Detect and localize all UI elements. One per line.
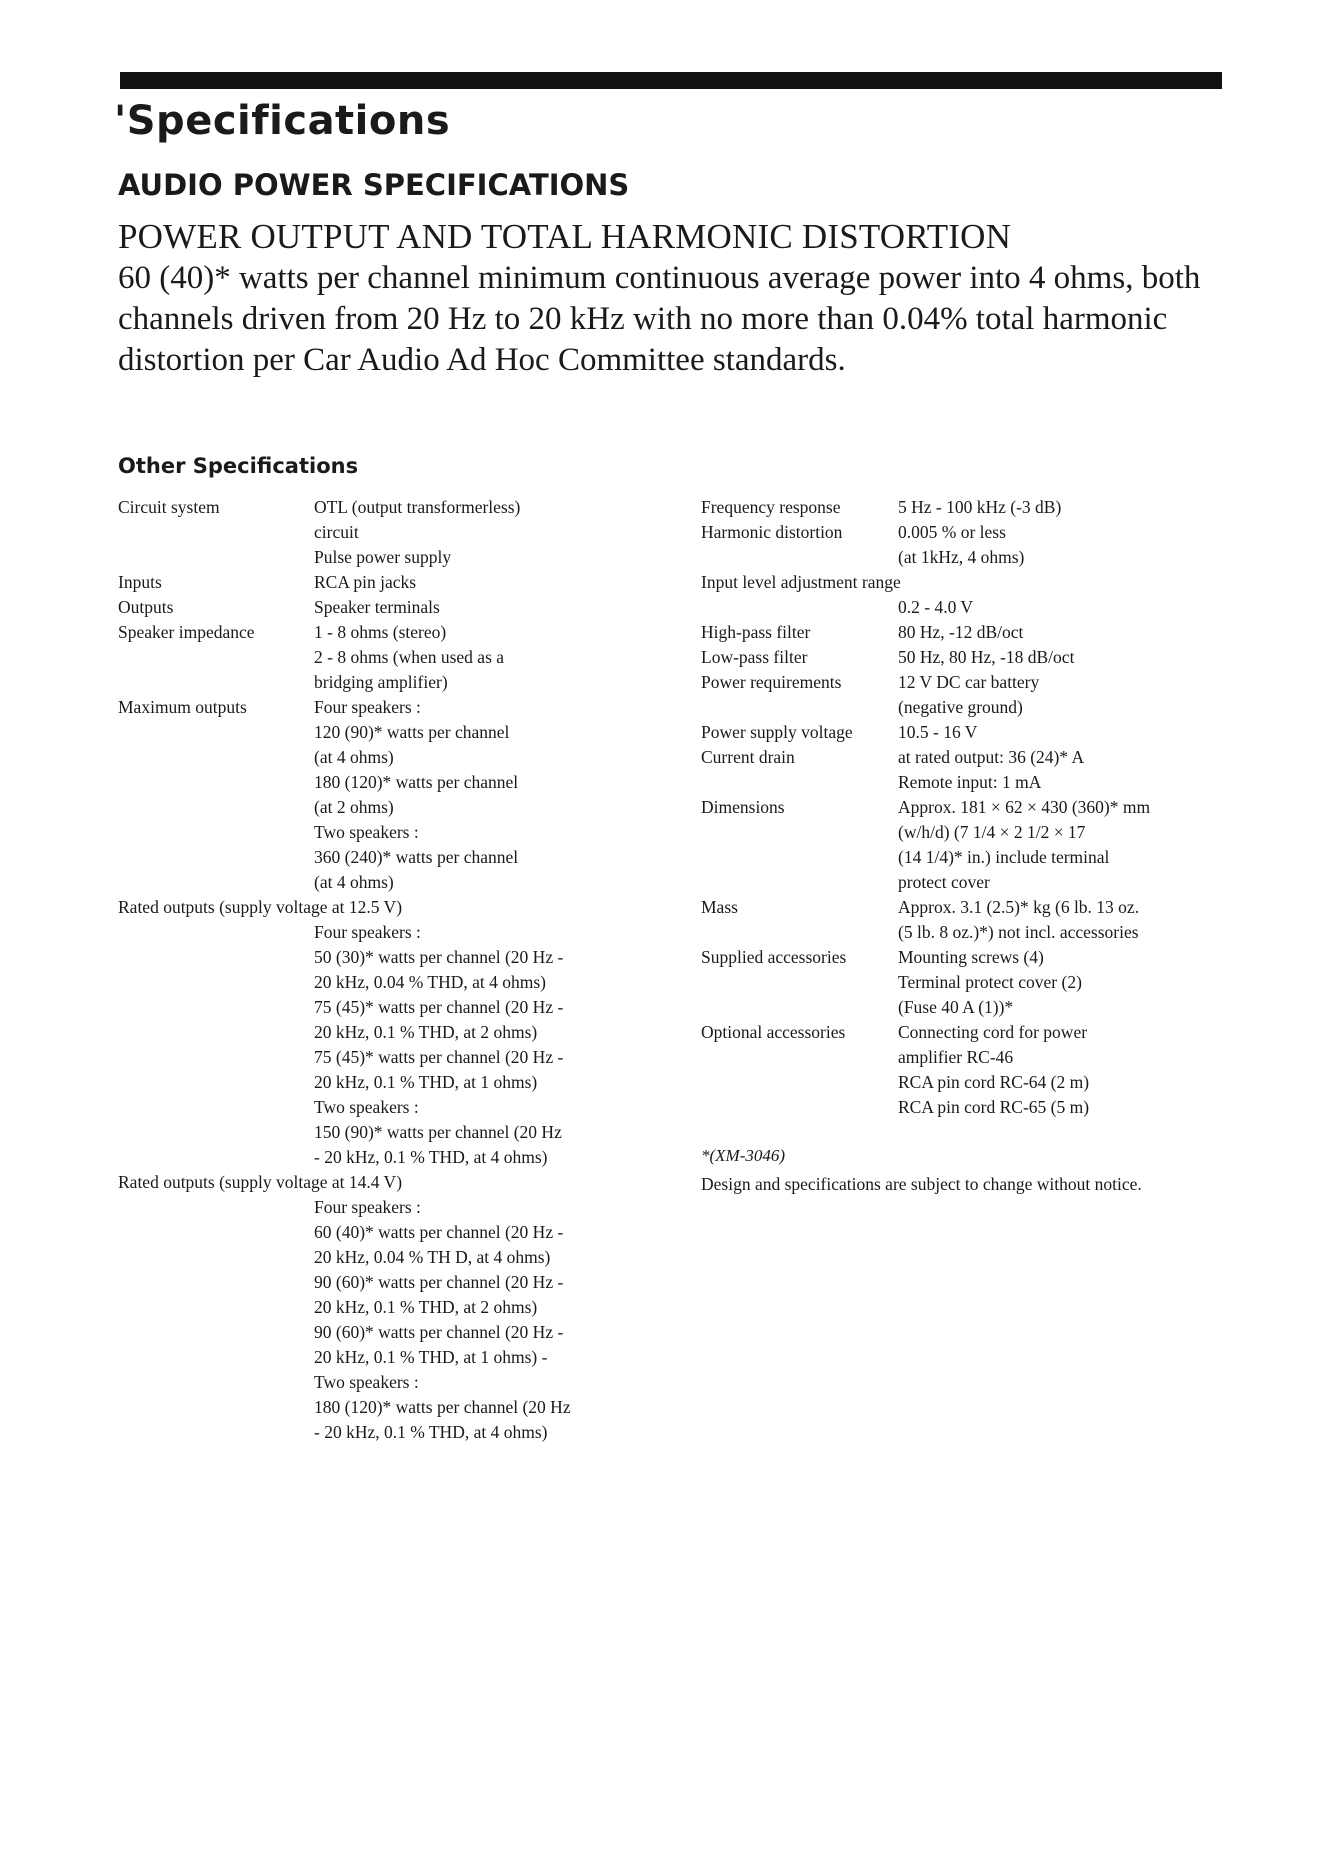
spec-value: protect cover: [898, 872, 990, 892]
spec-values: [314, 595, 571, 620]
spec-row: [701, 645, 1150, 670]
spec-value: bridging amplifier): [314, 672, 448, 692]
spec-label: Power requirements: [701, 672, 842, 692]
spec-row: [118, 495, 571, 570]
spec-value: 90 (60)* watts per channel (20 Hz -: [314, 1322, 564, 1342]
spec-label: Frequency response: [701, 497, 841, 517]
spec-value: 120 (90)* watts per channel: [314, 722, 510, 742]
spec-row: [701, 945, 1150, 1020]
spec-value: 180 (120)* watts per channel: [314, 772, 519, 792]
spec-value: Approx. 3.1 (2.5)* kg (6 lb. 13 oz.: [898, 897, 1140, 917]
spec-row: [701, 620, 1150, 645]
spec-value: (w/h/d) (7 1/4 × 2 1/2 × 17: [898, 822, 1086, 842]
spec-value: Approx. 181 × 62 × 430 (360)* mm: [898, 797, 1151, 817]
spec-values: [314, 1195, 571, 1445]
spec-value: 20 kHz, 0.1 % THD, at 1 ohms): [314, 1072, 538, 1092]
spec-value: 20 kHz, 0.1 % THD, at 2 ohms): [314, 1022, 538, 1042]
spec-values: [898, 670, 1150, 720]
spec-label: High-pass filter: [701, 622, 811, 642]
spec-value: (5 lb. 8 oz.)*) not incl. accessories: [898, 922, 1139, 942]
spec-value: 0.005 % or less: [898, 522, 1006, 542]
left-spec-column: [118, 495, 571, 1445]
spec-label: Supplied accessories: [701, 947, 847, 967]
spec-label: Harmonic distortion: [701, 522, 843, 542]
spec-value: 360 (240)* watts per channel: [314, 847, 519, 867]
spec-row: [701, 495, 1150, 520]
model-note: *(XM-3046): [701, 1146, 786, 1165]
spec-full-label: Rated outputs (supply voltage at 12.5 V): [118, 897, 403, 917]
spec-value: RCA pin cord RC-65 (5 m): [898, 1097, 1090, 1117]
spec-row: [701, 895, 1150, 945]
spec-value: Four speakers :: [314, 697, 421, 717]
spec-values: [314, 695, 571, 895]
spec-values: [898, 520, 1150, 570]
spec-value: Four speakers :: [314, 1197, 421, 1217]
spec-row: [701, 670, 1150, 720]
header-rule: [120, 72, 1222, 89]
spec-value: 180 (120)* watts per channel (20 Hz: [314, 1397, 571, 1417]
spec-value: Two speakers :: [314, 1097, 419, 1117]
spec-label: Power supply voltage: [701, 722, 853, 742]
spec-row: [118, 570, 571, 595]
spec-value: 60 (40)* watts per channel (20 Hz -: [314, 1222, 564, 1242]
spec-value: (negative ground): [898, 697, 1023, 717]
spec-value: 1 - 8 ohms (stereo): [314, 622, 447, 642]
spec-value: 20 kHz, 0.04 % TH D, at 4 ohms): [314, 1247, 551, 1267]
spec-label: Inputs: [118, 572, 162, 592]
spec-value: (at 4 ohms): [314, 872, 394, 892]
spec-value: amplifier RC-46: [898, 1047, 1014, 1067]
page-title: 'Specifications: [114, 98, 451, 144]
spec-value: 0.2 - 4.0 V: [898, 597, 974, 617]
spec-value: 90 (60)* watts per channel (20 Hz -: [314, 1272, 564, 1292]
spec-value: Four speakers :: [314, 922, 421, 942]
spec-full-label: Input level adjustment range: [701, 572, 901, 592]
spec-values: [898, 620, 1150, 645]
spec-label: Current drain: [701, 747, 795, 767]
spec-value: (at 1kHz, 4 ohms): [898, 547, 1025, 567]
spec-values: [314, 570, 571, 595]
spec-value: RCA pin jacks: [314, 572, 417, 592]
spec-value: (at 2 ohms): [314, 797, 394, 817]
spec-values: [898, 495, 1150, 520]
spec-value: Speaker terminals: [314, 597, 440, 617]
spec-values: [898, 945, 1150, 1020]
spec-values: [898, 895, 1150, 945]
spec-values: [314, 495, 571, 570]
spec-value: 80 Hz, -12 dB/oct: [898, 622, 1024, 642]
section-heading: AUDIO POWER SPECIFICATIONS: [118, 168, 630, 202]
spec-label: Low-pass filter: [701, 647, 808, 667]
spec-values: [898, 645, 1150, 670]
spec-value: Connecting cord for power: [898, 1022, 1088, 1042]
spec-value: at rated output: 36 (24)* A: [898, 747, 1085, 767]
spec-value: 75 (45)* watts per channel (20 Hz -: [314, 997, 564, 1017]
spec-value: 5 Hz - 100 kHz (-3 dB): [898, 497, 1062, 517]
spec-values: [898, 1020, 1150, 1120]
spec-value: Terminal protect cover (2): [898, 972, 1082, 992]
spec-label: Dimensions: [701, 797, 785, 817]
spec-value: Remote input: 1 mA: [898, 772, 1042, 792]
spec-value: RCA pin cord RC-64 (2 m): [898, 1072, 1090, 1092]
spec-value: Mounting screws (4): [898, 947, 1044, 967]
spec-value: OTL (output transformerless): [314, 497, 521, 517]
spec-values: [898, 595, 1150, 620]
spec-value: - 20 kHz, 0.1 % THD, at 4 ohms): [314, 1422, 548, 1442]
spec-value: Pulse power supply: [314, 547, 452, 567]
spec-value: 2 - 8 ohms (when used as a: [314, 647, 505, 667]
spec-full-label: Rated outputs (supply voltage at 14.4 V): [118, 1172, 403, 1192]
spec-value: 10.5 - 16 V: [898, 722, 978, 742]
spec-row: [118, 895, 571, 1170]
spec-label: Speaker impedance: [118, 622, 255, 642]
spec-row: [118, 620, 571, 695]
notice-text: Design and specifications are subject to change without notice.: [701, 1174, 1142, 1194]
spec-row: [701, 745, 1150, 795]
spec-values: [898, 795, 1150, 895]
spec-row: [701, 795, 1150, 895]
spec-label: Mass: [701, 897, 738, 917]
spec-row: [118, 1170, 571, 1445]
spec-value: 20 kHz, 0.1 % THD, at 1 ohms) -: [314, 1347, 548, 1367]
spec-row: [701, 520, 1150, 570]
spec-row: [118, 595, 571, 620]
spec-value: 75 (45)* watts per channel (20 Hz -: [314, 1047, 564, 1067]
spec-value: (14 1/4)* in.) include terminal: [898, 847, 1110, 867]
spec-value: 50 (30)* watts per channel (20 Hz -: [314, 947, 564, 967]
subheading: POWER OUTPUT AND TOTAL HARMONIC DISTORTION: [118, 217, 1012, 256]
spec-value: - 20 kHz, 0.1 % THD, at 4 ohms): [314, 1147, 548, 1167]
spec-values: [898, 745, 1150, 795]
spec-value: 20 kHz, 0.04 % THD, at 4 ohms): [314, 972, 547, 992]
right-spec-column: [701, 495, 1150, 1120]
spec-label: Maximum outputs: [118, 697, 247, 717]
spec-value: 20 kHz, 0.1 % THD, at 2 ohms): [314, 1297, 538, 1317]
spec-value: 12 V DC car battery: [898, 672, 1040, 692]
spec-values: [314, 920, 571, 1170]
spec-value: (Fuse 40 A (1))*: [898, 997, 1014, 1017]
spec-label: Circuit system: [118, 497, 220, 517]
spec-row: [118, 695, 571, 895]
spec-value: 150 (90)* watts per channel (20 Hz: [314, 1122, 562, 1142]
other-specifications-heading: Other Specifications: [118, 454, 359, 478]
spec-value: (at 4 ohms): [314, 747, 394, 767]
spec-label: Outputs: [118, 597, 174, 617]
spec-value: circuit: [314, 522, 359, 542]
spec-row: [701, 570, 1150, 620]
spec-row: [701, 720, 1150, 745]
power-output-paragraph: 60 (40)* watts per channel minimum continuous average power into 4 ohms, both channels driven from 20 Hz to 20 kHz with no more than 0.04% total harmonic distortion per Car Audio Ad Hoc Committee standards.: [118, 260, 1201, 378]
spec-value: Two speakers :: [314, 822, 419, 842]
spec-value: 50 Hz, 80 Hz, -18 dB/oct: [898, 647, 1075, 667]
spec-values: [314, 620, 571, 695]
spec-value: Two speakers :: [314, 1372, 419, 1392]
spec-label: Optional accessories: [701, 1022, 846, 1042]
spec-row: [701, 1020, 1150, 1120]
spec-values: [898, 720, 1150, 745]
